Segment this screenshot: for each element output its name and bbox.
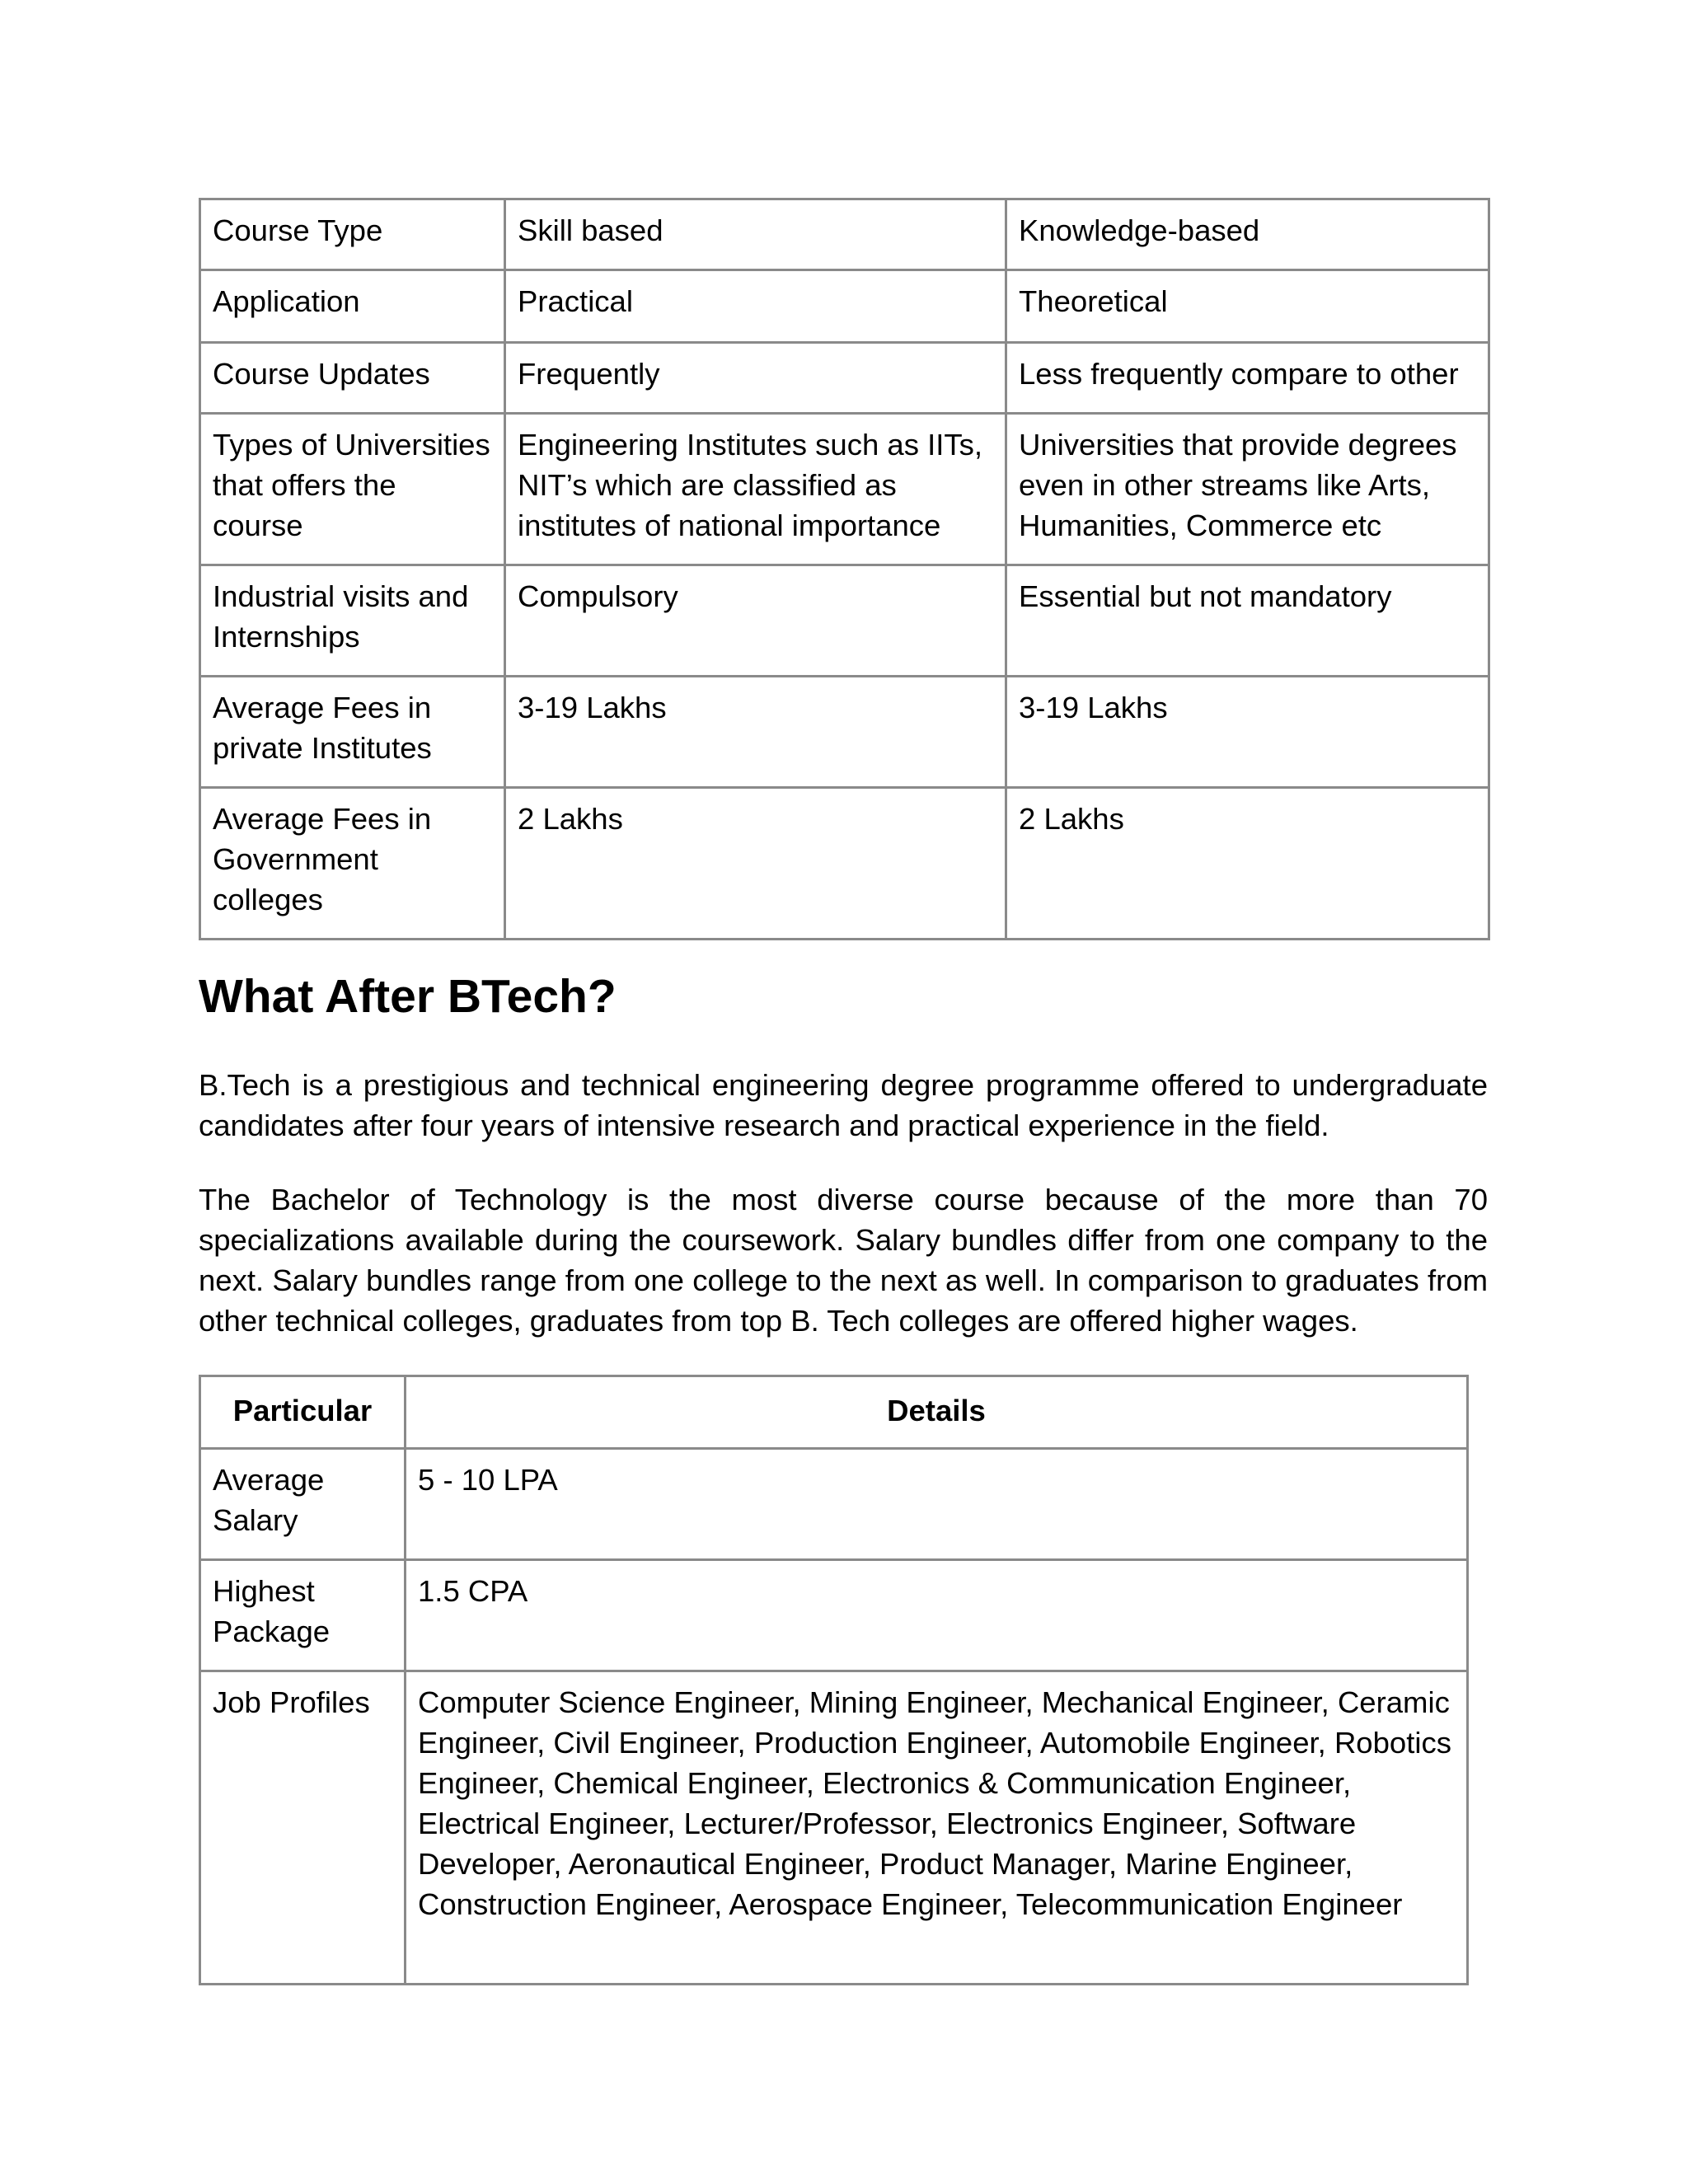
comparison-table <box>199 198 1490 940</box>
table-row <box>200 677 1489 788</box>
details-cell: 5 - 10 LPA <box>406 1449 1468 1560</box>
row-label-cell: Course Updates <box>200 343 505 414</box>
row-label-cell: Application <box>200 270 505 343</box>
column-header-details: Details <box>406 1376 1468 1449</box>
btech-cell: Skill based <box>505 199 1006 270</box>
row-label-cell: Average Fees in Government colleges <box>200 788 505 940</box>
particular-cell: Job Profiles <box>200 1671 406 1985</box>
table-row <box>200 1449 1468 1560</box>
table-row <box>200 1671 1468 1985</box>
be-cell: Essential but not mandatory <box>1006 565 1489 677</box>
btech-cell: Engineering Institutes such as IITs, NIT’s which are classified as institutes of national importance <box>505 414 1006 565</box>
table-row <box>200 788 1489 940</box>
salary-paragraph: The Bachelor of Technology is the most diverse course because of the more than 70 specializations available during the coursework. Salary bundles differ from one company to the next. Salary bundles range from one college to the next as well. In comparison to graduates from other technical colleges, graduates from top B. Tech colleges are offered higher wages. <box>199 1183 1488 1338</box>
table-row <box>200 1560 1468 1671</box>
be-cell: Knowledge-based <box>1006 199 1489 270</box>
be-cell: 2 Lakhs <box>1006 788 1489 940</box>
section-heading: What After BTech? <box>199 970 617 1023</box>
table-row <box>200 270 1489 343</box>
btech-cell: Frequently <box>505 343 1006 414</box>
row-label-cell: Course Type <box>200 199 505 270</box>
row-label-cell: Types of Universities that offers the course <box>200 414 505 565</box>
table-row <box>200 565 1489 677</box>
details-cell: Computer Science Engineer, Mining Engineer, Mechanical Engineer, Ceramic Engineer, Civil Engineer, Production Engineer, Automobile Engineer, Robotics Engineer, Chemical Engineer, Electronics & Communication Engineer, Electrical Engineer, Lecturer/Professor, Electronics Engineer, Software Developer, Aeronautical Engineer, Product Manager, Marine Engineer, Construction Engineer, Aerospace Engineer, Telecommunication Engineer <box>406 1671 1468 1985</box>
btech-cell: Compulsory <box>505 565 1006 677</box>
column-header-particular: Particular <box>200 1376 406 1449</box>
row-label-cell: Industrial visits and Internships <box>200 565 505 677</box>
table-row <box>200 199 1489 270</box>
table-row <box>200 414 1489 565</box>
btech-cell: 2 Lakhs <box>505 788 1006 940</box>
be-cell: Less frequently compare to other <box>1006 343 1489 414</box>
be-cell: 3-19 Lakhs <box>1006 677 1489 788</box>
be-cell: Universities that provide degrees even in other streams like Arts, Humanities, Commerce etc <box>1006 414 1489 565</box>
particular-cell: Highest Package <box>200 1560 406 1671</box>
table-row <box>200 343 1489 414</box>
intro-paragraph: B.Tech is a prestigious and technical engineering degree programme offered to undergraduate candidates after four years of intensive research and practical experience in the field. <box>199 1068 1488 1142</box>
table-header-row <box>200 1376 1468 1449</box>
details-table <box>199 1375 1469 1985</box>
btech-cell: 3-19 Lakhs <box>505 677 1006 788</box>
details-cell: 1.5 CPA <box>406 1560 1468 1671</box>
row-label-cell: Average Fees in private Institutes <box>200 677 505 788</box>
btech-cell: Practical <box>505 270 1006 343</box>
particular-cell: Average Salary <box>200 1449 406 1560</box>
be-cell: Theoretical <box>1006 270 1489 343</box>
